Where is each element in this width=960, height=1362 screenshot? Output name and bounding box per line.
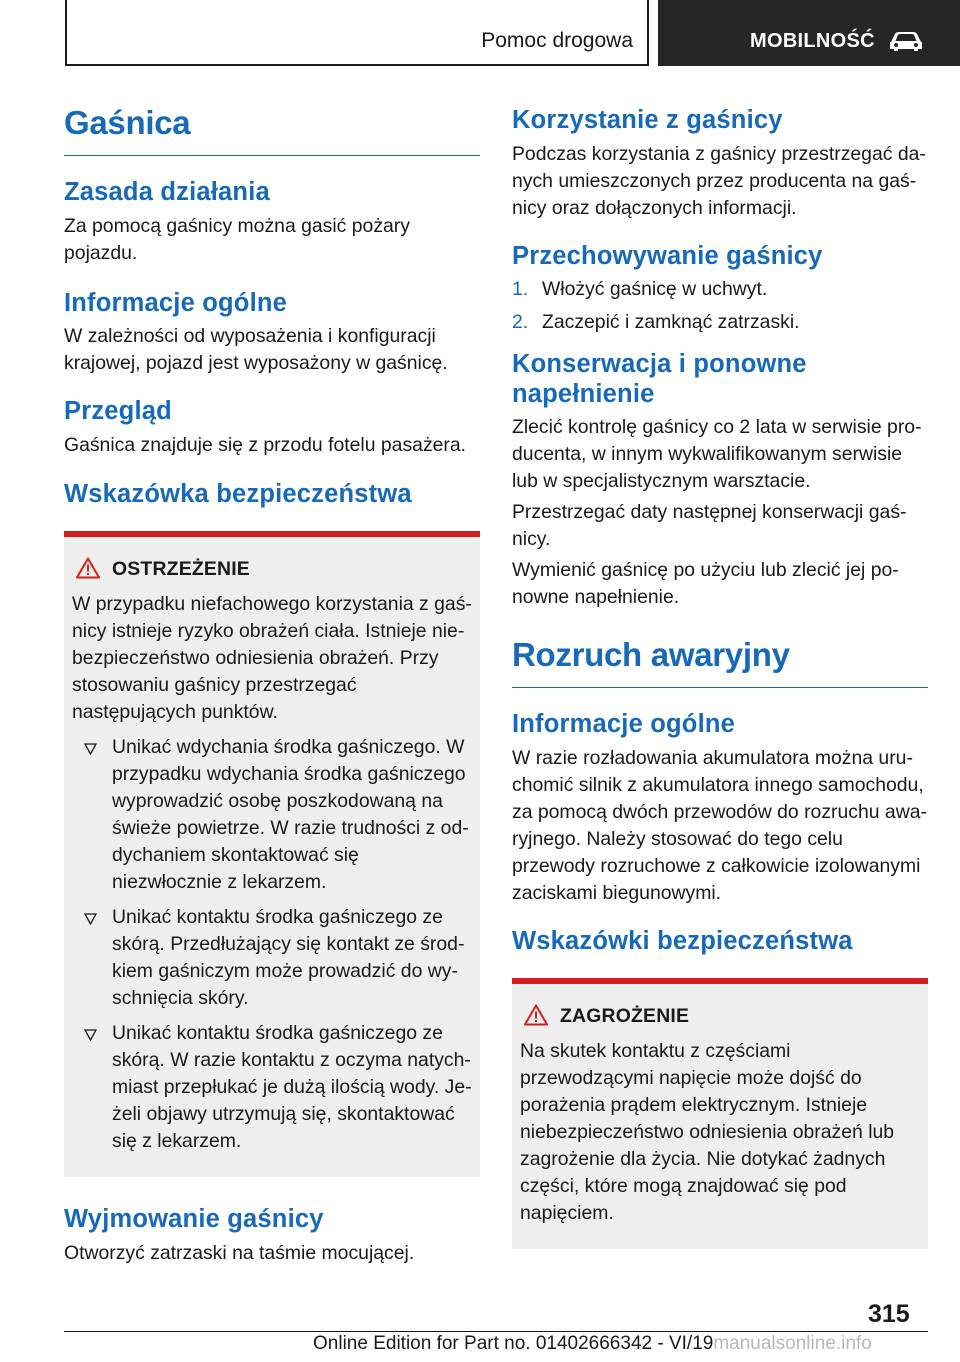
page-number: 315: [868, 1300, 910, 1328]
text-removing: Otworzyć zatrzaski na taśmie mocującej.: [64, 1241, 415, 1264]
triangle-bullet-icon: [84, 1029, 97, 1041]
heading-general-info-2: Informacje ogólne: [512, 710, 736, 739]
page-header: [0, 0, 960, 66]
triangle-bullet-icon: [84, 743, 97, 755]
chapter-tab: [658, 0, 960, 66]
heading-maintenance: Konserwacja i ponowne napełnienie: [512, 350, 807, 408]
warning-header: [72, 557, 472, 587]
step-number: 2.: [512, 311, 529, 334]
warning-text: W przypadku niefachowego korzystania z gaśnicy istnieje ryzyko obrażeń ciała. Istnieje niebezpieczeństwo odniesienia obrażeń. Przy stosowaniu gaśnicy przestrzegać następujących punktów.: [72, 593, 472, 724]
warning-box: [64, 531, 480, 1177]
title-fire-extinguisher: Gaśnica: [64, 104, 480, 156]
danger-header: [520, 1004, 920, 1034]
heading-safety-notes: Wskazówki bezpieczeństwa: [512, 926, 853, 955]
heading-using: Korzystanie z gaśnicy: [512, 106, 783, 134]
warning-list: [72, 734, 472, 1155]
chapter-label: MOBILNOŚĆ: [750, 30, 875, 52]
footer-text: [313, 1333, 872, 1355]
heading-safety-note: Wskazówka bezpieczeństwa: [64, 479, 412, 508]
text-maintenance-1: Zlecić kontrolę gaśnicy co 2 lata w serwisie producenta, w innym wykwalifikowanym serwisie lub w specjalistycznym warsztacie.: [512, 416, 922, 493]
title-jump-start: Rozruch awaryjny: [512, 636, 928, 688]
car-icon: [888, 30, 924, 52]
storage-steps: [512, 276, 928, 336]
text-maintenance-2: Przestrzegać daty następnej konserwacji gaśnicy.: [512, 501, 907, 551]
danger-title: ZAGROŻENIE: [560, 1005, 690, 1028]
text-using: Podczas korzystania z gaśnicy przestrzegać danych umieszczonych przez producenta na gaśnicy oraz dołączonych informacji.: [512, 142, 926, 219]
warning-triangle-icon: [524, 1004, 548, 1026]
danger-box: [512, 978, 928, 1249]
text-general-info: W zależności od wyposażenia i konfiguracji krajowej, pojazd jest wyposażony w gaśnicę.: [64, 325, 448, 375]
text-general-info-2: W razie rozładowania akumulatora można uruchomić silnik z akumulatora innego samochodu, za pomocą dwóch przewodów do rozruchu awaryjnego. Należy stosować do tego celu przewody rozruchowe z całkowicie izolowanymi zaciskami biegunowymi.: [512, 746, 927, 904]
heading-general-info: Informacje ogólne: [64, 288, 288, 317]
list-item: Unikać kontaktu środka gaśniczego ze skórą. W razie kontaktu z oczyma natychmiast przepłukać je dużą ilością wody. Jeżeli objawy utrzymują się, skontaktować się z lekarzem.: [72, 1020, 472, 1155]
list-item: 2. Zaczepić i zamknąć zatrzaski.: [512, 309, 928, 336]
list-item: Unikać kontaktu środka gaśniczego ze skórą. Przedłużający się kontakt ze środkiem gaśniczym może prowadzić do wyschnięcia skóry.: [72, 904, 472, 1012]
heading-principle: Zasada działania: [64, 177, 270, 206]
edition-info: Online Edition for Part no. 01402666342 - VI/19: [313, 1333, 714, 1354]
warning-triangle-icon: [76, 557, 100, 579]
triangle-bullet-icon: [84, 913, 97, 925]
heading-removing: Wyjmowanie gaśnicy: [64, 1205, 324, 1234]
left-column: [64, 98, 480, 1267]
watermark: manualsonline.info: [713, 1333, 872, 1354]
footer-divider: [64, 1331, 928, 1332]
section-title: Pomoc drogowa: [481, 29, 633, 52]
list-item: Unikać wdychania środka gaśniczego. W przypadku wdychania środka gaśniczego wyprowadzić osobę poszkodowaną na świeże powietrze. W razie trudności z oddychaniem skontaktować się niezwłocznie z lekarzem.: [72, 734, 472, 896]
warning-title: OSTRZEŻENIE: [112, 558, 250, 581]
danger-text: Na skutek kontaktu z częściami przewodzącymi napięcie może dojść do porażenia prądem elektrycznym. Istnieje niebezpieczeństwo odniesienia obrażeń lub zagrożenie dla życia. Nie dotykać żadnych części, które mogą znajdować się pod napięciem.: [520, 1040, 895, 1225]
text-maintenance-3: Wymienić gaśnicę po użyciu lub zlecić jej ponowne napełnienie.: [512, 559, 899, 609]
section-box: [65, 0, 649, 66]
right-column: [512, 98, 928, 1249]
list-item: 1. Włożyć gaśnicę w uchwyt.: [512, 276, 928, 303]
text-principle: Za pomocą gaśnicy można gasić pożary pojazdu.: [64, 214, 410, 264]
heading-storage: Przechowywanie gaśnicy: [512, 241, 823, 270]
heading-overview: Przegląd: [64, 397, 172, 426]
text-overview: Gaśnica znajduje się z przodu fotelu pasażera.: [64, 433, 467, 456]
step-number: 1.: [512, 278, 529, 301]
